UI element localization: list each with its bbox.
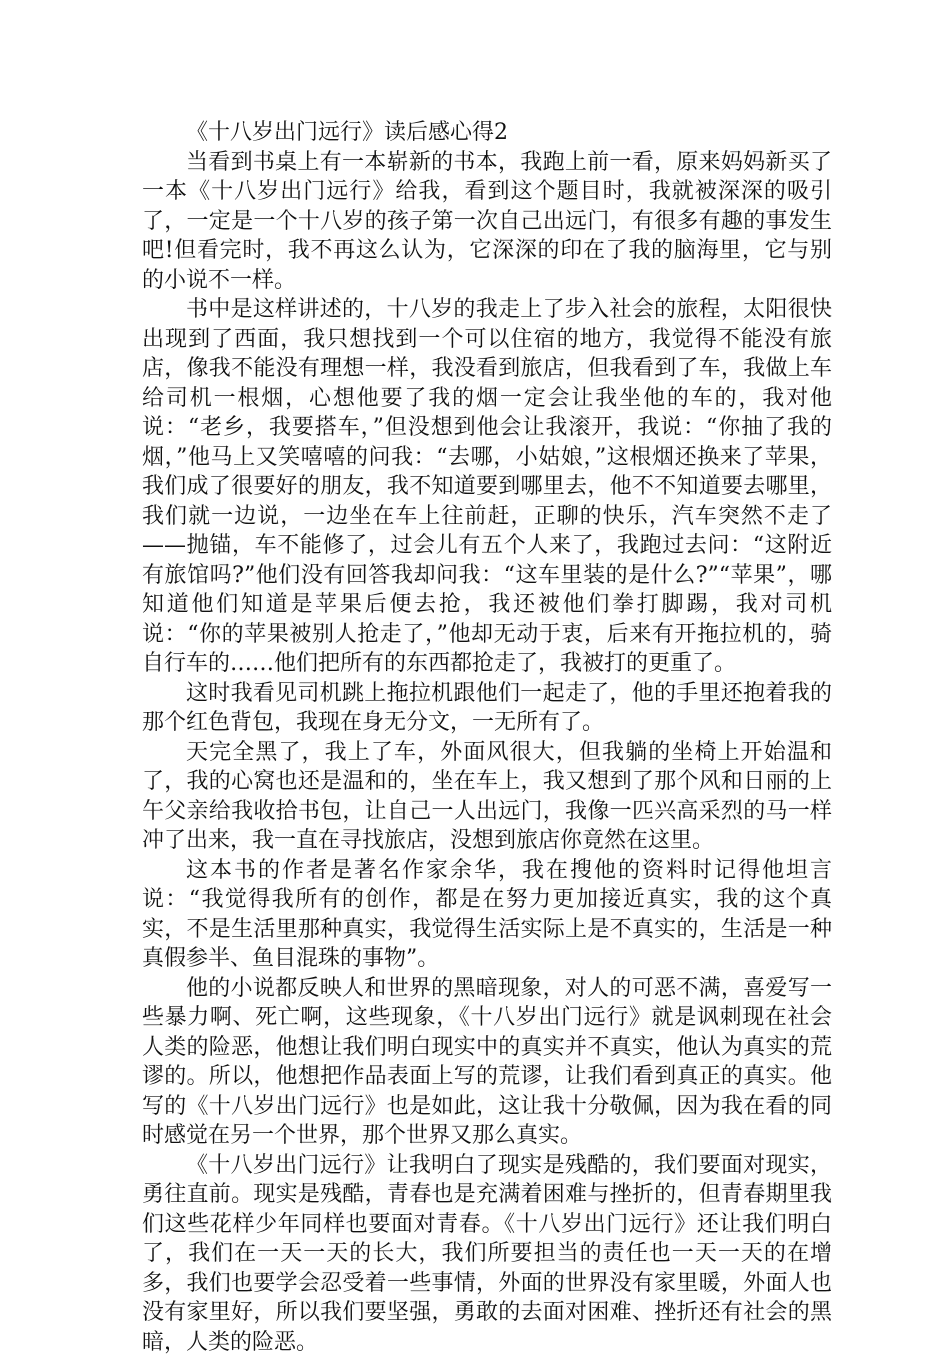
paragraph-7: 《十八岁出门远行》让我明白了现实是残酷的，我们要面对现实，勇往直前。现实是残酷，青春也是充满着困难与挫折的，但青春期里我们这些花样少年同样也要面对青春。《十八岁出门远行》还让我们明白了，我们在一天一天的长大，我们所要担当的责任也一天一天的在增多，我们也要学会忍受着一些事情，外面的世界没有家里暖，外面人也没有家里好，所以我们要坚强，勇敢的去面对困难、挫折还有社会的黑暗，人类的险恶。	[142, 1151, 832, 1357]
paragraph-3: 这时我看见司机跳上拖拉机跟他们一起走了，他的手里还抱着我的那个红色背包，我现在身无分文，一无所有了。	[142, 679, 832, 738]
paragraph-5: 这本书的作者是著名作家余华，我在搜他的资料时记得他坦言说：“我觉得我所有的创作，都是在努力更加接近真实，我的这个真实，不是生活里那种真实，我觉得生活实际上是不真实的，生活是一种真假参半、鱼目混珠的事物”。	[142, 856, 832, 974]
paragraph-1: 当看到书桌上有一本崭新的书本，我跑上前一看，原来妈妈新买了一本《十八岁出门远行》给我，看到这个题目时，我就被深深的吸引了，一定是一个十八岁的孩子第一次自己出远门，有很多有趣的事发生吧!但看完时，我不再这么认为，它深深的印在了我的脑海里，它与别的小说不一样。	[142, 148, 832, 296]
document-page	[142, 118, 832, 1357]
document-title: 《十八岁出门远行》读后感心得2	[142, 118, 832, 148]
paragraph-6: 他的小说都反映人和世界的黑暗现象，对人的可恶不满，喜爱写一些暴力啊、死亡啊，这些现象，《十八岁出门远行》就是讽刺现在社会人类的险恶，他想让我们明白现实中的真实并不真实，他认为真实的荒谬的。所以，他想把作品表面上写的荒谬，让我们看到真正的真实。他写的《十八岁出门远行》也是如此，这让我十分敬佩，因为我在看的同时感觉在另一个世界，那个世界又那么真实。	[142, 974, 832, 1151]
paragraph-4: 天完全黑了，我上了车，外面风很大，但我躺的坐椅上开始温和了，我的心窝也还是温和的，坐在车上，我又想到了那个风和日丽的上午父亲给我收拾书包，让自己一人出远门，我像一匹兴高采烈的马一样冲了出来，我一直在寻找旅店，没想到旅店你竟然在这里。	[142, 738, 832, 856]
paragraph-2: 书中是这样讲述的，十八岁的我走上了步入社会的旅程，太阳很快出现到了西面，我只想找到一个可以住宿的地方，我觉得不能没有旅店，像我不能没有理想一样，我没看到旅店，但我看到了车，我做上车给司机一根烟，心想他要了我的烟一定会让我坐他的车的，我对他说：“老乡，我要搭车，”但没想到他会让我滚开，我说：“你抽了我的烟，”他马上又笑嘻嘻的问我：“去哪，小姑娘，”这根烟还换来了苹果，我们成了很要好的朋友，我不知道要到哪里去，他不不知道要去哪里，我们就一边说，一边坐在车上往前赶，正聊的快乐，汽车突然不走了——抛锚，车不能修了，过会儿有五个人来了，我跑过去问：“这附近有旅馆吗?”他们没有回答我却问我：“这车里装的是什么?”“苹果”，哪知道他们知道是苹果后便去抢，我还被他们拳打脚踢，我对司机说：“你的苹果被别人抢走了，”他却无动于衷，后来有开拖拉机的，骑自行车的……他们把所有的东西都抢走了，我被打的更重了。	[142, 295, 832, 679]
